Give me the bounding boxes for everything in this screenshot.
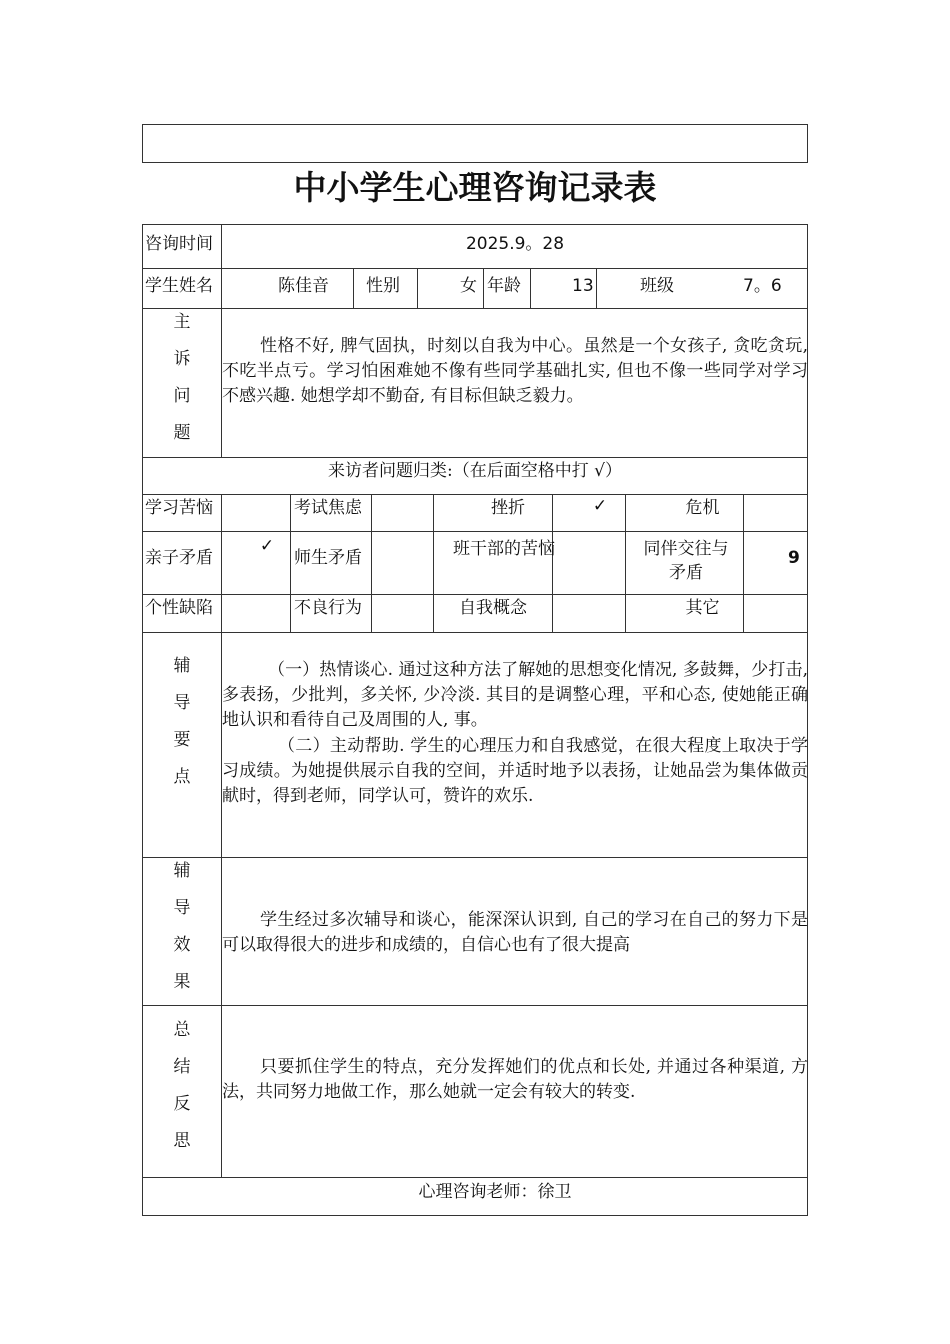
value-class: 7。6 <box>743 276 782 296</box>
check-mark: ✓ <box>259 536 275 556</box>
cat-teacher-conflict: 师生矛盾 <box>294 548 362 568</box>
table-line <box>142 594 808 595</box>
label-name: 学生姓名 <box>145 276 213 296</box>
classify-header: 来访者问题归类:（在后面空格中打 √） <box>328 461 622 481</box>
value-name: 陈佳音 <box>278 276 329 296</box>
table-line <box>142 531 808 532</box>
cat-self-concept: 自我概念 <box>459 598 527 618</box>
value-age: 13 <box>572 276 594 296</box>
label-effect: 辅 导 效 果 <box>173 861 191 992</box>
top-box-border <box>142 124 808 125</box>
label-guidance: 辅 导 要 点 <box>173 656 191 787</box>
table-line <box>142 224 808 225</box>
table-line <box>142 1215 808 1216</box>
table-line <box>142 1177 808 1178</box>
guidance-text-1: （一）热情谈心. 通过这种方法了解她的思想变化情况, 多鼓舞，少打击, 多表扬，少批判，多关怀, 少冷淡. 其目的是调整心理，平和心态, 使她能正确地认识和看待自己及周围的人, 事。 <box>222 660 808 730</box>
page-title: 中小学生心理咨询记录表 <box>293 168 657 207</box>
table-line <box>142 494 808 495</box>
table-line <box>142 457 808 458</box>
table-line <box>371 494 372 633</box>
table-line <box>483 268 484 309</box>
cat-frustration: 挫折 <box>491 498 525 518</box>
table-line <box>142 632 808 633</box>
cat-personality: 个性缺陷 <box>145 598 213 618</box>
cat-other: 其它 <box>685 598 720 618</box>
cat-exam-anxiety: 考试焦虑 <box>294 498 362 518</box>
label-time: 咨询时间 <box>145 234 213 254</box>
table-line <box>142 308 808 309</box>
summary-text: 只要抓住学生的特点，充分发挥她们的优点和长处, 并通过各种渠道, 方法，共同努力地做工作，那么她就一定会有较大的转变. <box>222 1057 808 1102</box>
extra-mark: 9 <box>788 548 800 568</box>
table-line <box>142 268 808 269</box>
top-box-border <box>142 124 143 163</box>
effect-text: 学生经过多次辅导和谈心，能深深认识到, 自己的学习在自己的努力下是可以取得很大的进步和成绩的，自信心也有了很大提高 <box>222 910 808 955</box>
cat-parent-conflict: 亲子矛盾 <box>145 548 213 568</box>
value-gender: 女 <box>460 276 477 296</box>
table-line <box>290 494 291 633</box>
cat-crisis: 危机 <box>685 498 720 518</box>
table-line <box>142 857 808 858</box>
top-box-border <box>807 124 808 163</box>
table-line <box>530 268 531 309</box>
cat-bad-behavior: 不良行为 <box>294 598 362 618</box>
label-gender: 性别 <box>366 276 400 296</box>
counselor: 心理咨询老师：徐卫 <box>418 1182 572 1202</box>
table-line <box>142 1005 808 1006</box>
label-class: 班级 <box>640 276 674 296</box>
complaint-text: 性格不好, 脾气固执，时刻以自我为中心。虽然是一个女孩子, 贪吃贪玩, 不吃半点亏。学习怕困难她不像有些同学基础扎实, 但也不像一些同学对学习不感兴趣. 她想学却不勤奋, 有目标但缺乏毅力。 <box>222 336 808 406</box>
table-line <box>417 268 418 309</box>
cat-class-cadre-worry: 班干部的苦恼 <box>453 539 555 559</box>
value-time: 2025.9。28 <box>465 234 565 254</box>
table-line <box>596 268 597 309</box>
cat-study-worry: 学习苦恼 <box>145 498 213 518</box>
label-complaint: 主 诉 问 题 <box>173 312 191 443</box>
table-line <box>353 268 354 309</box>
cat-peer-conflict: 同伴交往与矛盾 <box>643 539 729 583</box>
guidance-text-2: （二）主动帮助. 学生的心理压力和自我感觉，在很大程度上取决于学习成绩。为她提供展示自我的空间，并适时地予以表扬，让她品尝为集体做贡献时，得到老师，同学认可，赞许的欢乐. <box>222 736 808 806</box>
label-age: 年龄 <box>487 276 521 296</box>
top-box-border <box>142 162 808 163</box>
label-summary: 总 结 反 思 <box>173 1020 191 1151</box>
check-mark: ✓ <box>592 496 608 516</box>
